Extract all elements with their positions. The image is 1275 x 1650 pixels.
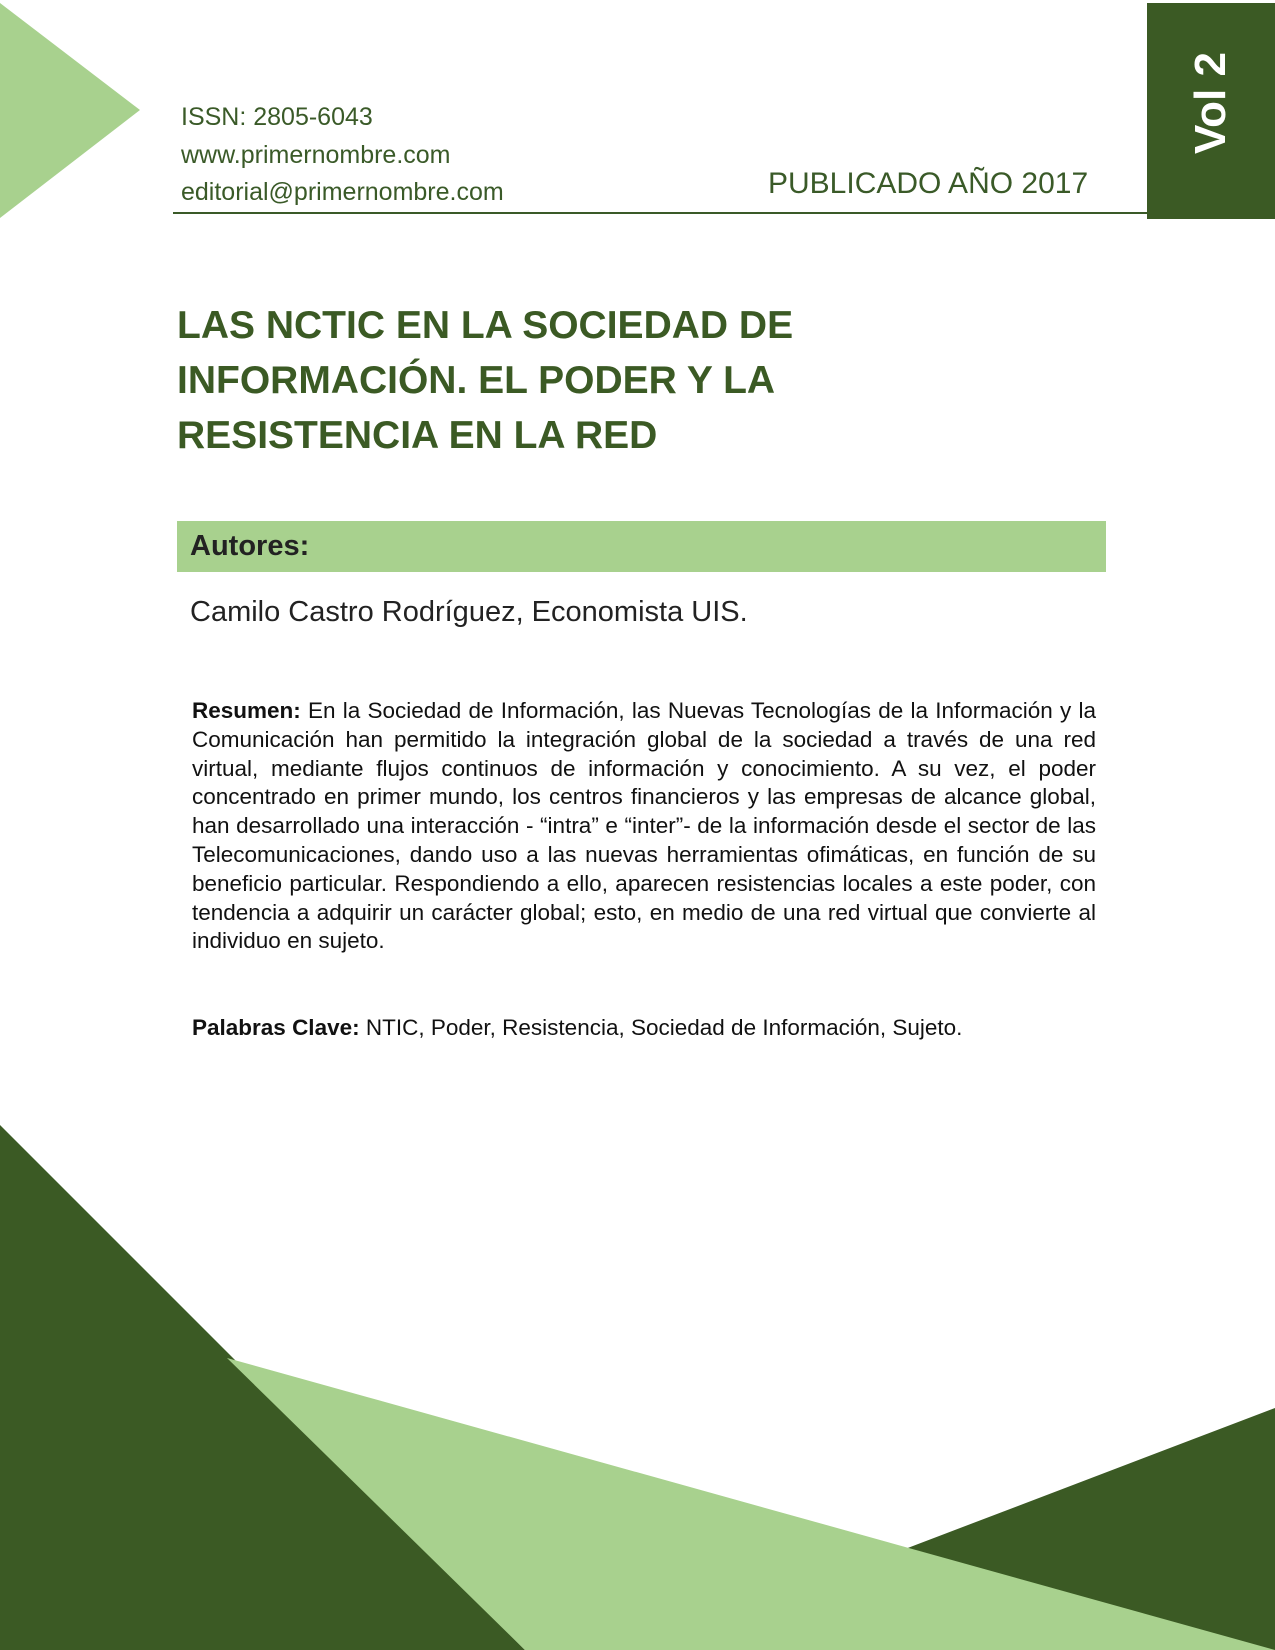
published-year: PUBLICADO AÑO 2017 <box>768 167 1089 200</box>
authors-heading-bar <box>177 521 1106 572</box>
email-link[interactable]: editorial@primernombre.com <box>181 178 504 206</box>
issn: ISSN: 2805-6043 <box>181 103 373 131</box>
abstract-label: Resumen: <box>192 698 301 723</box>
authors-label: Autores: <box>190 530 310 562</box>
article-title: LAS NCTIC EN LA SOCIEDAD DE INFORMACIÓN. EL PODER Y LA RESISTENCIA EN LA RED <box>177 304 794 457</box>
volume-tab <box>1147 3 1275 219</box>
keywords-label: Palabras Clave: <box>192 1015 360 1040</box>
keywords <box>192 1014 992 1043</box>
keywords-text: NTIC, Poder, Resistencia, Sociedad de Información, Sujeto. <box>365 1015 963 1040</box>
abstract <box>192 697 1096 956</box>
website-link[interactable]: www.primernombre.com <box>181 141 451 169</box>
header-divider <box>173 212 1148 214</box>
top-left-light-triangle <box>0 3 140 218</box>
author-name: Camilo Castro Rodríguez, Economista UIS. <box>190 596 748 628</box>
volume-label: Vol 2 <box>1186 52 1235 154</box>
abstract-text: En la Sociedad de Información, las Nuevas Tecnologías de la Información y la Comunicación han permitido la integración global de la sociedad a través de una red virtual, mediante flujos continuos de información y conocimiento. A su vez, el poder concentrado en primer mundo, los centros financieros y las empresas de alcance global, han desarrollado una interacción - “intra” e “inter”- de la información desde el sector de las Telecomunicaciones, dando uso a las nuevas herramientas ofimáticas, en función de su beneficio particular. Respondiendo a ello, aparecen resistencias locales a este poder, con tendencia a adquirir un carácter global; esto, en medio de una red virtual que convierte al individuo en sujeto. <box>192 698 1096 954</box>
